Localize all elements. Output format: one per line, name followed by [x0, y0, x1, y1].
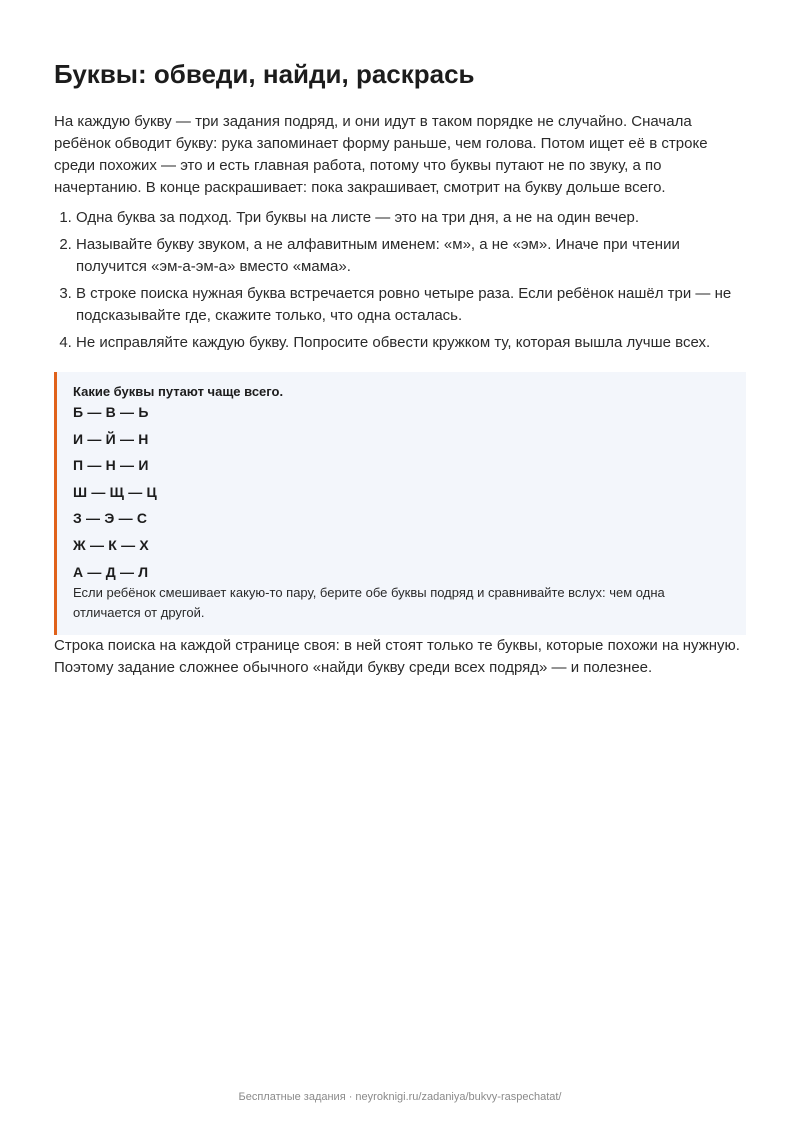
intro-paragraph: На каждую букву — три задания подряд, и они идут в таком порядке не случайно. Сначала ребёнок обводит букву: рука запоминает форму раньше, чем голова. Потом ищет её в строке среди похожих — это и есть главная работа, потому что буквы путают не по звуку, а по начертанию. В конце раскрашивает: пока закрашивает, смотрит на букву дольше всего. [54, 113, 708, 196]
letter-group: П — Н — И [73, 457, 149, 474]
letter-group: Ж — К — Х [73, 536, 149, 553]
letter-group: А — Д — Л [73, 563, 149, 580]
page-title: Буквы: обведи, найди, раскрась [54, 59, 475, 89]
closing-paragraph: Строка поиска на каждой странице своя: в ней стоят только те буквы, которые похожи на нужную. Поэтому задание сложнее обычного «найди букву среди всех подряд» — и полезнее. [54, 636, 740, 676]
callout-note: Если ребёнок смешивает какую-то пару, берите обе буквы подряд и сравнивайте вслух: чем одна отличается от другой. [73, 584, 665, 620]
letter-groups-list [73, 403, 732, 581]
tip-item: 3. В строке поиска нужная буква встречается ровно четыре раза. Если ребёнок нашёл три — не подсказывайте где, скажите только, что одна осталась. [76, 283, 746, 327]
confusable-letters-callout [54, 372, 746, 635]
callout-title: Какие буквы путают чаще всего. [73, 384, 284, 399]
tips-list [54, 207, 746, 354]
tip-item: 2. Называйте букву звуком, а не алфавитным именем: «м», а не «эм». Иначе при чтении получится «эм-а-эм-а» вместо «мама». [76, 234, 746, 278]
letter-group: И — Й — Н [73, 430, 149, 447]
document-page [54, 56, 746, 679]
tip-item: 1. Одна буква за подход. Три буквы на листе — это на три дня, а не на один вечер. [76, 207, 746, 229]
letter-group: Ш — Щ — Ц [73, 483, 157, 500]
tip-item: 4. Не исправляйте каждую букву. Попросите обвести кружком ту, которая вышла лучше всех. [76, 332, 746, 354]
footer-link-text: Бесплатные задания · neyroknigi.ru/zadaniya/bukvy-raspechatat/ [238, 1091, 562, 1103]
letter-group: Б — В — Ь [73, 404, 149, 420]
letter-group: З — Э — С [73, 510, 148, 527]
